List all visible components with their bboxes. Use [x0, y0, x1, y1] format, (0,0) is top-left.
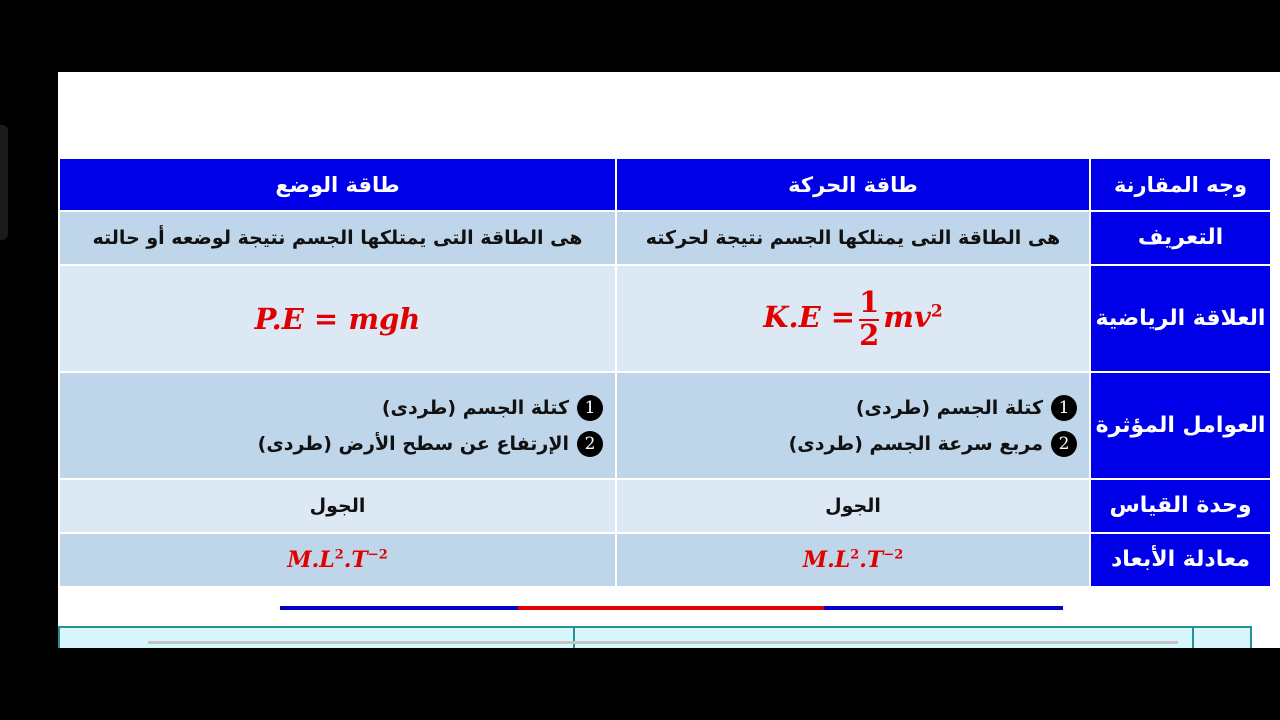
dim-part: M.L [287, 547, 335, 573]
factor-text: كتلة الجسم (طردى) [855, 396, 1043, 419]
header-kinetic: طاقة الحركة [616, 158, 1090, 211]
exponent: −2 [883, 547, 904, 563]
document-page [58, 72, 1280, 648]
table-row [59, 533, 1271, 587]
exponent: −2 [367, 547, 388, 563]
number-badge-icon: 2 [577, 431, 603, 457]
potential-dimensions [59, 533, 616, 587]
header-aspect: وجه المقارنة [1090, 158, 1271, 211]
factor-text: الإرتفاع عن سطح الأرض (طردى) [257, 432, 569, 455]
exponent: 2 [930, 300, 943, 321]
kinetic-dimensions [616, 533, 1090, 587]
number-badge-icon: 1 [577, 395, 603, 421]
potential-formula [59, 265, 616, 372]
list-item [60, 431, 603, 457]
dim-part: M.L [802, 547, 851, 573]
list-item [617, 395, 1077, 421]
list-item [617, 431, 1077, 457]
fraction [859, 284, 880, 352]
row-label: معادلة الأبعاد [1090, 533, 1271, 587]
scrollbar[interactable] [148, 641, 1178, 644]
row-label: العلاقة الرياضية [1090, 265, 1271, 372]
list-item [60, 395, 603, 421]
formula-lhs: K.E = [763, 299, 856, 334]
potential-unit: الجول [59, 479, 616, 533]
kinetic-unit: الجول [616, 479, 1090, 533]
dim-part: .T [859, 547, 884, 573]
dim-part: .T [343, 547, 368, 573]
number-badge-icon: 2 [1051, 431, 1077, 457]
denominator: 2 [859, 317, 880, 352]
potential-factors [59, 372, 616, 479]
side-panel-handle[interactable] [0, 125, 8, 240]
number-badge-icon: 1 [1051, 395, 1077, 421]
potential-definition: هى الطاقة التى يمتلكها الجسم نتيجة لوضعه أو حالته [59, 211, 616, 265]
row-label: العوامل المؤثرة [1090, 372, 1271, 479]
formula-rhs: mv [883, 299, 931, 334]
factor-text: مربع سرعة الجسم (طردى) [788, 432, 1043, 455]
table-row [59, 479, 1271, 533]
factor-text: كتلة الجسم (طردى) [381, 396, 569, 419]
table-row [59, 265, 1271, 372]
table-row [59, 211, 1271, 265]
row-label: التعريف [1090, 211, 1271, 265]
next-table-partial [58, 626, 1252, 648]
exponent: 2 [850, 547, 860, 563]
exponent: 2 [334, 547, 344, 563]
kinetic-formula [616, 265, 1090, 372]
formula: P.E = mgh [254, 301, 421, 336]
section-divider [280, 606, 1063, 610]
kinetic-factors [616, 372, 1090, 479]
table-row [59, 372, 1271, 479]
header-potential: طاقة الوضع [59, 158, 616, 211]
header-row [59, 158, 1271, 211]
comparison-table [58, 157, 1272, 588]
numerator: 1 [859, 284, 880, 319]
row-label: وحدة القياس [1090, 479, 1271, 533]
kinetic-definition: هى الطاقة التى يمتلكها الجسم نتيجة لحركته [616, 211, 1090, 265]
